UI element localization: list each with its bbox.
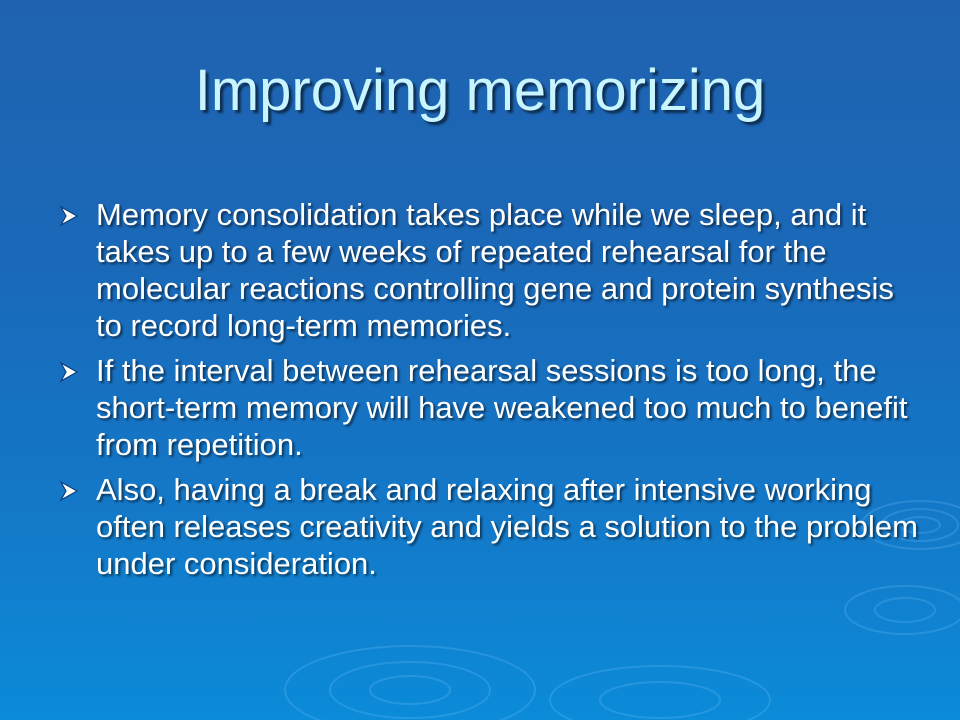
bullet-text: Also, having a break and relaxing after intensive working often releases creativity and yields a solution to the problem under consideration. <box>96 472 918 581</box>
bullet-text: If the interval between rehearsal sessions is too long, the short-term memory will have weakened too much to benefit from repetition. <box>96 353 908 462</box>
bullet-list <box>58 196 918 590</box>
bullet-item <box>58 196 918 344</box>
slide-title: Improving memorizing <box>194 58 766 123</box>
arrow-bullet-icon <box>58 361 80 383</box>
arrow-bullet-icon <box>58 480 80 502</box>
arrow-bullet-icon <box>58 205 80 227</box>
bullet-item <box>58 471 918 582</box>
bullet-item <box>58 352 918 463</box>
bullet-text: Memory consolidation takes place while we sleep, and it takes up to a few weeks of repeated rehearsal for the molecular reactions controlling gene and protein synthesis to record long-term memories. <box>96 197 894 343</box>
